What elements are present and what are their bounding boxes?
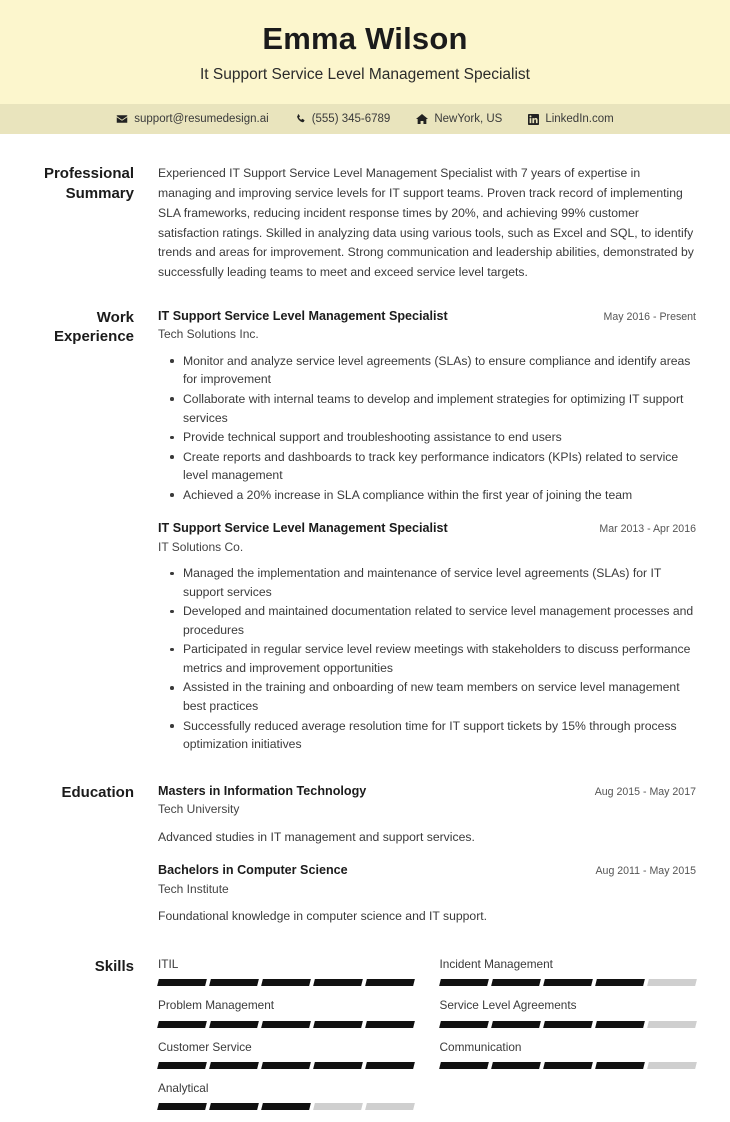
education-list	[152, 783, 696, 928]
contact-text: support@resumedesign.ai	[134, 113, 269, 126]
work-bullet-list	[158, 352, 696, 504]
work-label-line-2: Experience	[53, 328, 134, 346]
skill-name: Analytical	[158, 1080, 209, 1095]
skill-name: ITIL	[158, 956, 179, 971]
section-label-work-experience	[34, 308, 152, 346]
linkedin-icon	[528, 114, 539, 125]
education-description: Advanced studies in IT management and support services.	[158, 829, 475, 844]
section-skills	[34, 928, 696, 1122]
skill-level-segment	[595, 979, 645, 986]
skill-name: Service Level Agreements	[439, 998, 577, 1013]
work-entry	[158, 520, 696, 753]
skill-level-segment	[491, 1021, 541, 1028]
contact-text: (555) 345-6789	[311, 113, 391, 126]
education-date-range: Aug 2015 - May 2017	[594, 785, 696, 798]
work-bullet: Successfully reduced average resolution time for IT support tickets by 15% through process optimization initiatives	[183, 717, 696, 754]
skill-level-segment	[313, 979, 363, 986]
work-company-name: IT Solutions Co.	[158, 539, 244, 554]
candidate-name: Emma Wilson	[262, 21, 468, 56]
skill-level-segment	[209, 1062, 259, 1069]
resume-body	[0, 134, 730, 1122]
work-bullet-list	[158, 564, 696, 753]
skill-item	[158, 1040, 415, 1081]
skill-level-segment	[261, 1103, 311, 1110]
skill-name: Communication	[439, 1039, 522, 1054]
contact-item-envelope[interactable]	[116, 113, 268, 125]
education-degree: Bachelors in Computer Science	[158, 863, 348, 878]
skill-level-bar	[440, 1021, 697, 1028]
work-bullet: Developed and maintained documentation related to service level management processes and procedures	[183, 602, 696, 639]
section-label-skills: Skills	[94, 957, 134, 975]
skill-level-segment	[543, 1062, 593, 1069]
work-experience-list	[152, 308, 696, 756]
skill-level-segment	[439, 1062, 489, 1069]
phone-icon	[295, 113, 306, 125]
skill-level-segment	[313, 1103, 363, 1110]
skill-level-segment	[491, 979, 541, 986]
contact-item-home[interactable]	[416, 113, 502, 125]
skill-level-segment	[313, 1021, 363, 1028]
skill-level-segment	[543, 979, 593, 986]
skill-level-segment	[157, 1021, 207, 1028]
contact-item-phone[interactable]	[295, 113, 391, 125]
skill-item	[158, 998, 415, 1039]
skill-item	[440, 998, 697, 1039]
skill-level-segment	[439, 979, 489, 986]
section-label-professional-summary	[34, 164, 152, 202]
contact-item-linkedin[interactable]	[528, 113, 613, 125]
skill-item	[440, 1040, 697, 1081]
skill-level-segment	[313, 1062, 363, 1069]
skill-level-segment	[647, 979, 697, 986]
work-bullet: Managed the implementation and maintenance of service level agreements (SLAs) for IT support services	[183, 564, 696, 601]
education-school: Tech Institute	[158, 881, 229, 896]
skill-item	[158, 1081, 415, 1122]
summary-label-line-2: Summary	[65, 184, 134, 202]
skill-level-bar	[158, 979, 415, 986]
education-school: Tech University	[158, 802, 240, 817]
work-company-name: Tech Solutions Inc.	[158, 327, 259, 342]
skill-level-bar	[158, 1103, 415, 1110]
skill-level-segment	[261, 1062, 311, 1069]
work-bullet: Collaborate with internal teams to develop and implement strategies for optimizing IT support services	[183, 390, 696, 427]
skill-level-segment	[209, 1021, 259, 1028]
summary-label-line-1: Professional	[43, 165, 134, 183]
skill-level-segment	[261, 1021, 311, 1028]
skill-level-segment	[647, 1062, 697, 1069]
skill-level-segment	[157, 1103, 207, 1110]
skill-level-segment	[261, 979, 311, 986]
work-bullet: Participated in regular service level review meetings with stakeholders to discuss performance metrics and improvement opportunities	[183, 640, 696, 677]
section-work-experience	[34, 283, 696, 756]
work-bullet: Assisted in the training and onboarding of new team members on service level management best practices	[183, 678, 696, 715]
section-professional-summary	[34, 134, 696, 283]
section-education	[34, 756, 696, 928]
skill-level-segment	[647, 1021, 697, 1028]
skill-level-segment	[157, 1062, 207, 1069]
skill-level-segment	[595, 1062, 645, 1069]
work-role-title: IT Support Service Level Management Specialist	[158, 521, 448, 536]
skill-level-segment	[157, 979, 207, 986]
skill-level-segment	[209, 979, 259, 986]
education-degree: Masters in Information Technology	[158, 783, 367, 798]
work-label-line-1: Work	[96, 308, 134, 326]
skill-level-segment	[366, 1103, 416, 1110]
section-label-education: Education	[61, 783, 134, 801]
education-date-range: Aug 2011 - May 2015	[595, 865, 696, 878]
resume-header	[0, 0, 730, 104]
skill-name: Incident Management	[439, 956, 553, 971]
skill-level-segment	[366, 1021, 416, 1028]
candidate-job-title: It Support Service Level Management Specialist	[200, 65, 530, 83]
work-bullet: Monitor and analyze service level agreements (SLAs) to ensure compliance and identify areas for improvement	[183, 352, 696, 389]
education-entry	[158, 862, 696, 926]
skill-level-segment	[366, 979, 416, 986]
work-date-range: Mar 2013 - Apr 2016	[599, 523, 696, 536]
contact-bar	[0, 104, 730, 134]
home-icon	[416, 113, 428, 125]
contact-text: LinkedIn.com	[545, 113, 614, 126]
education-entry	[158, 783, 696, 847]
work-date-range: May 2016 - Present	[603, 310, 696, 323]
skill-level-segment	[543, 1021, 593, 1028]
skills-grid	[158, 957, 696, 1122]
education-description: Foundational knowledge in computer science and IT support.	[158, 909, 488, 924]
skill-level-segment	[439, 1021, 489, 1028]
skill-level-bar	[440, 979, 697, 986]
skill-level-segment	[595, 1021, 645, 1028]
contact-text: NewYork, US	[434, 113, 503, 126]
skill-item	[440, 957, 697, 998]
envelope-icon	[116, 113, 128, 125]
skill-level-segment	[491, 1062, 541, 1069]
skill-name: Customer Service	[158, 1039, 252, 1054]
work-bullet: Achieved a 20% increase in SLA compliance within the first year of joining the team	[183, 486, 696, 505]
work-bullet: Create reports and dashboards to track key performance indicators (KPIs) related to service level management	[183, 448, 696, 485]
skill-level-bar	[158, 1021, 415, 1028]
work-bullet: Provide technical support and troubleshooting assistance to end users	[183, 428, 696, 447]
work-entry	[158, 308, 696, 504]
skill-level-segment	[366, 1062, 416, 1069]
work-role-title: IT Support Service Level Management Specialist	[158, 308, 448, 323]
skill-item	[158, 957, 415, 998]
skill-level-segment	[209, 1103, 259, 1110]
skill-level-bar	[440, 1062, 697, 1069]
skill-name: Problem Management	[158, 998, 275, 1013]
professional-summary-text: Experienced IT Support Service Level Management Specialist with 7 years of expertise in managing and improving service levels for IT support teams. Proven track record of implementing SLA frameworks, reducing incident response times by 20%, and achieving 99% customer satisfaction ratings. Skilled in analyzing data using various tools, such as Excel and SQL, to identify trends and areas for improvement. Strong communication and leadership abilities, demonstrated by successfully leading teams to meet and exceed service level targets.	[158, 166, 694, 280]
skill-level-bar	[158, 1062, 415, 1069]
